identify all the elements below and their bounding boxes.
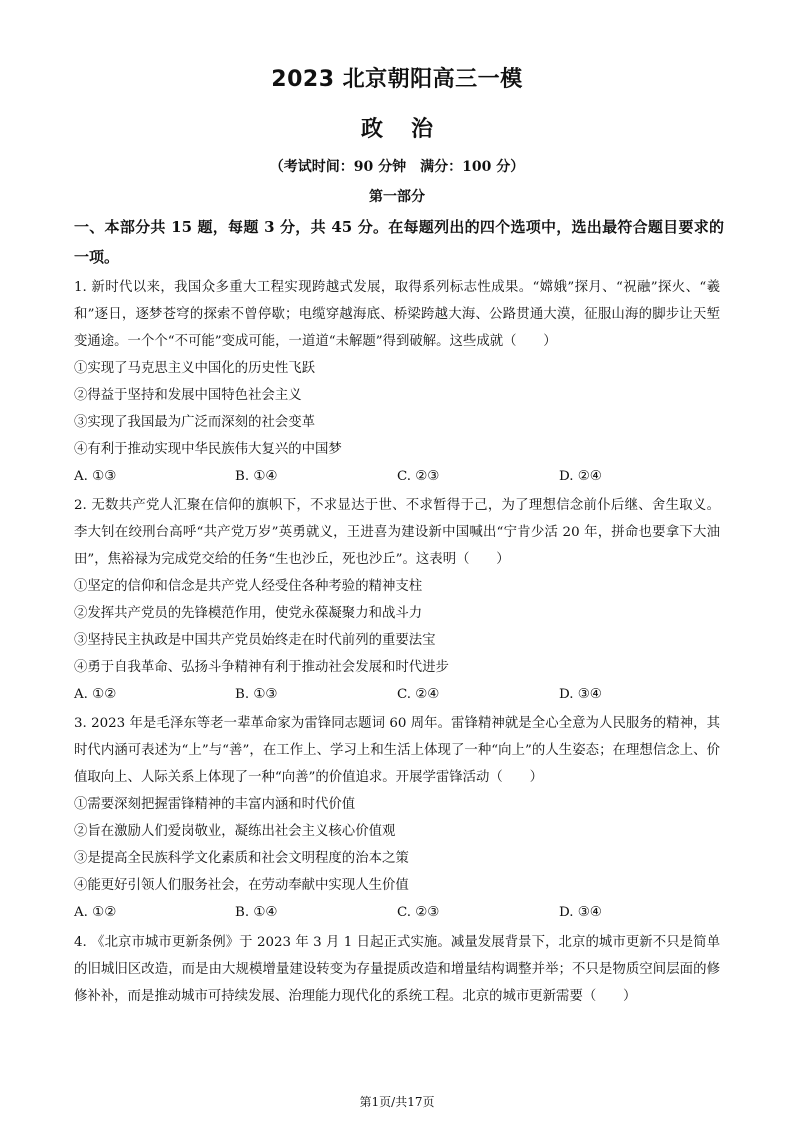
question-2-choices <box>74 681 720 708</box>
question-2-option-3: ③坚持民主执政是中国共产党员始终走在时代前列的重要法宝 <box>74 633 436 648</box>
choice-b[interactable]: B. ①④ <box>235 469 278 484</box>
question-1-stem <box>74 274 720 355</box>
document-title: 2023 北京朝阳高三一模 <box>271 67 523 92</box>
choice-c[interactable]: C. ②③ <box>397 905 440 920</box>
question-1-option-4: ④有利于推动实现中华民族伟大复兴的中国梦 <box>74 442 342 457</box>
question-3-option-1: ①需要深刻把握雷锋精神的丰富内涵和时代价值 <box>74 797 356 812</box>
part-title: 第一部分 <box>369 189 425 205</box>
question-2-stem <box>74 492 720 573</box>
choice-c[interactable]: C. ②④ <box>397 687 440 702</box>
choice-b[interactable]: B. ①③ <box>235 687 278 702</box>
question-3-stem <box>74 710 720 791</box>
question-stem: 2. 无数共产党人汇聚在信仰的旗帜下，不求显达于世、不求暂得于己，为了理想信念前仆后继、舍生取义。李大钊在绞刑台高呼“共产党万岁”英勇就义，王进喜为建设新中国喊出“宁肯少活 20 年，拼命也要拿下大油田”，焦裕禄为完成党交给的任务“生也沙丘，死也沙丘”。这表明（ ） <box>74 498 720 567</box>
choice-d[interactable]: D. ②④ <box>559 469 602 484</box>
question-2-option-4: ④勇于自我革命、弘扬斗争精神有利于推动社会发展和时代进步 <box>74 660 449 675</box>
question-1-option-2: ②得益于坚持和发展中国特色社会主义 <box>74 388 302 403</box>
question-3-option-3: ③是提高全民族科学文化素质和社会文明程度的治本之策 <box>74 851 409 866</box>
question-stem: 3. 2023 年是毛泽东等老一辈革命家为雷锋同志题词 60 周年。雷锋精神就是全心全意为人民服务的精神，其时代内涵可表述为“上”与“善”，在工作上、学习上和生活上体现了一种“向上”的人生姿态；在理想信念上、价值取向上、人际关系上体现了一种“向善”的价值追求。开展学雷锋活动（ ） <box>74 716 720 785</box>
question-3-choices <box>74 899 720 926</box>
choice-b[interactable]: B. ①④ <box>235 905 278 920</box>
choice-c[interactable]: C. ②③ <box>397 469 440 484</box>
choice-a[interactable]: A. ①② <box>74 687 117 702</box>
question-4-stem <box>74 929 720 1010</box>
question-1-option-3: ③实现了我国最为广泛而深刻的社会变革 <box>74 415 316 430</box>
question-1-choices <box>74 463 720 490</box>
subject-title: 政治 <box>360 117 461 142</box>
section-heading: 一、本部分共 15 题，每题 3 分，共 45 分。在每题列出的四个选项中，选出最符合题目要求的一项。 <box>74 218 724 266</box>
choice-d[interactable]: D. ③④ <box>559 687 602 702</box>
choice-d[interactable]: D. ③④ <box>559 905 602 920</box>
choice-a[interactable]: A. ①② <box>74 905 117 920</box>
question-stem: 1. 新时代以来，我国众多重大工程实现跨越式发展，取得系列标志性成果。“嫦娥”探月、“祝融”探火、“羲和”逐日，逐梦苍穹的探索不曾停歇；电缆穿越海底、桥梁跨越大海、公路贯通大漠，征服山海的脚步让天堑变通途。一个个“不可能”变成可能，一道道“未解题”得到破解。这些成就（ ） <box>74 280 720 349</box>
question-2-option-1: ①坚定的信仰和信念是共产党人经受住各种考验的精神支柱 <box>74 579 423 594</box>
exam-info: （考试时间：90 分钟 满分：100 分） <box>269 159 525 175</box>
question-3-option-4: ④能更好引领人们服务社会，在劳动奉献中实现人生价值 <box>74 878 409 893</box>
question-2-option-2: ②发挥共产党员的先锋模范作用，使党永葆凝聚力和战斗力 <box>74 606 423 621</box>
page-number: 第1页/共17页 <box>359 1095 435 1109</box>
question-1-option-1: ①实现了马克思主义中国化的历史性飞跃 <box>74 361 316 376</box>
question-stem: 4. 《北京市城市更新条例》于 2023 年 3 月 1 日起正式实施。减量发展背景下，北京的城市更新不只是简单的旧城旧区改造，而是由大规模增量建设转变为存量提质改造和增量结构调整并举；不只是物质空间层面的修修补补，而是推动城市可持续发展、治理能力现代化的系统工程。北京的城市更新需要（ ） <box>74 935 720 1004</box>
choice-a[interactable]: A. ①③ <box>74 469 117 484</box>
question-3-option-2: ②旨在激励人们爱岗敬业，凝练出社会主义核心价值观 <box>74 824 396 839</box>
